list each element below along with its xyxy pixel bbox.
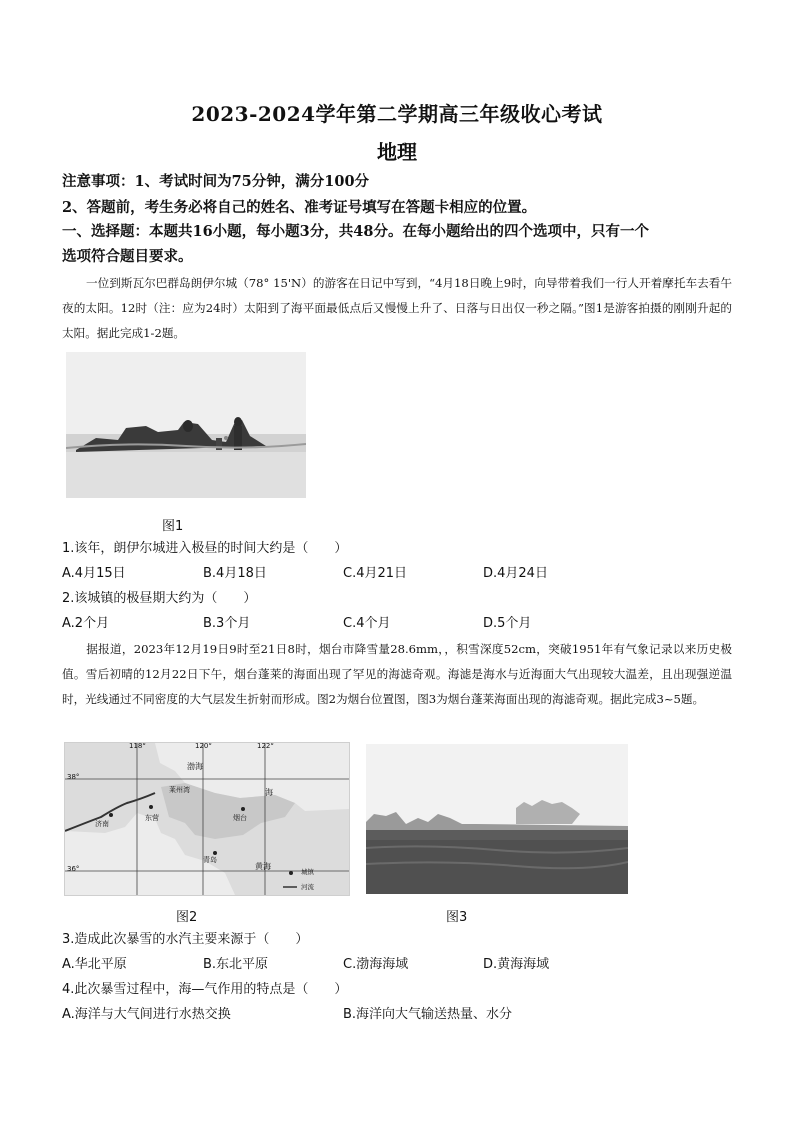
figure-2-map bbox=[64, 742, 350, 896]
map-legend-river: 河流 bbox=[301, 883, 314, 891]
question-2-option-b: B.3个月 bbox=[203, 616, 251, 631]
question-2-option-c: C.4个月 bbox=[343, 616, 391, 631]
passage-1-text: 一位到斯瓦尔巴群岛朗伊尔城（78° 15'N）的游客在日记中写到，“4月18日晚上9时，向导带着我们一行人开着摩托车去看午夜的太阳。12时（注：应为24时）太阳到了海平面最低点后又慢慢上升了、日落与日出仅一秒之隔。”图1是游客拍摄的刚刚升起的太阳。据此完成1-2题。 bbox=[62, 276, 732, 340]
figure-3-photo bbox=[366, 744, 628, 894]
map-label-dongying: 东营 bbox=[145, 814, 159, 822]
question-3-option-b: B.东北平原 bbox=[203, 957, 269, 972]
figure-2-caption: 图2 bbox=[176, 910, 198, 925]
map-label-jinan: 济南 bbox=[95, 820, 109, 828]
question-1-stem: 1.该年，朗伊尔城进入极昼的时间大约是（ ） bbox=[62, 541, 348, 556]
question-1-option-d: D.4月24日 bbox=[483, 566, 548, 581]
subject-title: 地理 bbox=[377, 140, 417, 164]
question-4-stem: 4.此次暴雪过程中，海—气作用的特点是（ ） bbox=[62, 982, 348, 997]
map-legend-city: 城镇 bbox=[301, 868, 314, 876]
question-4-option-a: A.海洋与大气间进行水热交换 bbox=[62, 1007, 231, 1022]
map-label-huanghai: 黄海 bbox=[255, 862, 271, 871]
question-2-stem: 2.该城镇的极昼期大约为（ ） bbox=[62, 591, 257, 606]
notes-line-1: 注意事项：1、考试时间为75分钟，满分100分 bbox=[62, 173, 370, 190]
question-3-option-c: C.渤海海域 bbox=[343, 957, 409, 972]
question-2-option-a: A.2个月 bbox=[62, 616, 110, 631]
map-lon-118: 118° bbox=[129, 742, 146, 750]
question-1-option-c: C.4月21日 bbox=[343, 566, 408, 581]
passage-2 bbox=[62, 637, 732, 712]
section-heading-line-2: 选项符合题目要求。 bbox=[62, 248, 193, 265]
figure-1-caption: 图1 bbox=[162, 519, 184, 534]
map-label-laizhou: 莱州湾 bbox=[169, 786, 190, 794]
passage-1 bbox=[62, 271, 732, 346]
question-3-stem: 3.造成此次暴雪的水汽主要来源于（ ） bbox=[62, 932, 309, 947]
map-label-bohai: 渤海 bbox=[187, 762, 203, 771]
question-4-option-b: B.海洋向大气输送热量、水分 bbox=[343, 1007, 513, 1022]
map-label-yantai: 烟台 bbox=[233, 814, 247, 822]
figure-3-illustration bbox=[366, 744, 628, 894]
map-lon-120: 120° bbox=[195, 742, 212, 750]
map-label-hai: 海 bbox=[265, 788, 273, 797]
map-lat-38: 38° bbox=[67, 773, 80, 781]
figure-1-illustration bbox=[66, 352, 306, 498]
question-2-option-d: D.5个月 bbox=[483, 616, 532, 631]
figure-3-caption: 图3 bbox=[446, 910, 468, 925]
map-lon-122: 122° bbox=[257, 742, 274, 750]
question-3-option-d: D.黄海海域 bbox=[483, 957, 550, 972]
map-label-qingdao: 青岛 bbox=[203, 856, 217, 864]
figure-1-photo bbox=[66, 352, 306, 498]
map-lat-36: 36° bbox=[67, 865, 80, 873]
notes-line-2: 2、答题前，考生务必将自己的姓名、准考证号填写在答题卡相应的位置。 bbox=[62, 199, 537, 216]
passage-2-text: 据报道，2023年12月19日9时至21日8时，烟台市降雪量28.6mm，，积雪深度52cm，突破1951年有气象记录以来历史极值。雪后初晴的12月22日下午，烟台蓬莱的海面出现了罕见的海滤奇观。海滤是海水与近海面大气出现较大温差，且出现强逆温时，光线通过不同密度的大气层发生折射而形成。图2为烟台位置图，图3为烟台蓬莱海面出现的海滤奇观。据此完成3~5题。 bbox=[62, 642, 732, 706]
question-1-option-a: A.4月15日 bbox=[62, 566, 126, 581]
exam-title: 2023-2024学年第二学期高三年级收心考试 bbox=[191, 102, 603, 126]
question-3-option-a: A.华北平原 bbox=[62, 957, 127, 972]
section-heading-line-1: 一、选择题：本题共16小题，每小题3分，共48分。在每小题给出的四个选项中，只有一个 bbox=[62, 223, 649, 240]
question-1-option-b: B.4月18日 bbox=[203, 566, 267, 581]
